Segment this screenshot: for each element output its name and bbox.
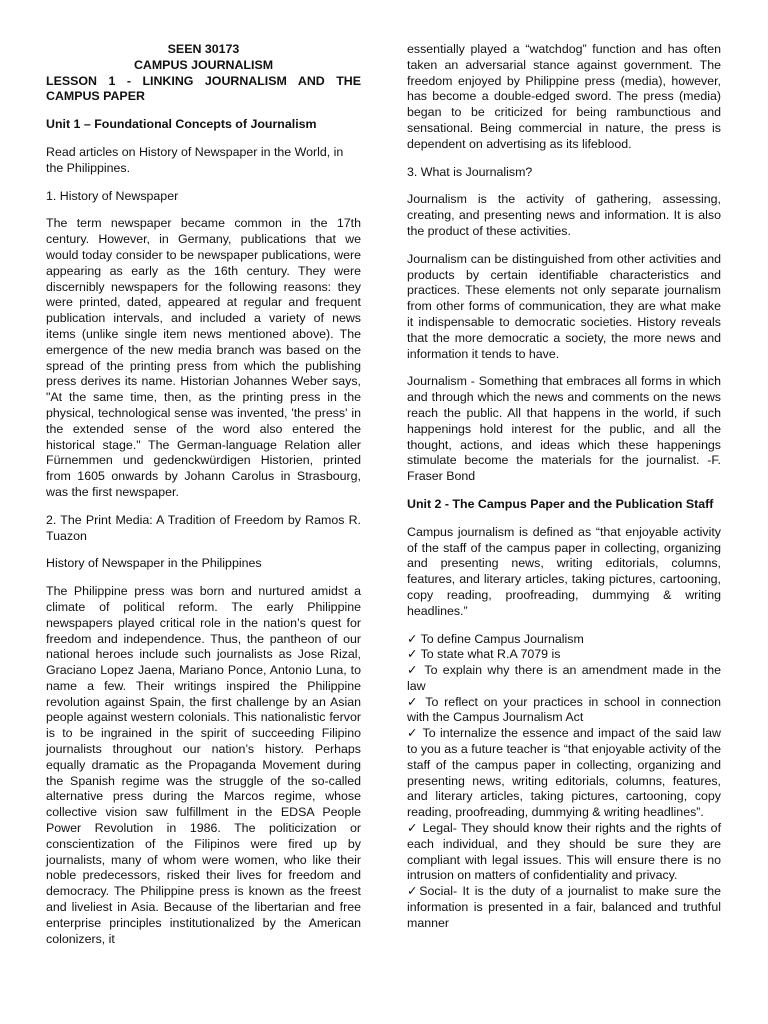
course-title: CAMPUS JOURNALISM bbox=[133, 57, 274, 72]
section1-title: 1. History of Newspaper bbox=[46, 188, 179, 203]
objective-text: Social- It is the duty of a journalist to make sure the information is presented in a fair, balanced and truthful manner bbox=[407, 884, 721, 930]
section3-title: 3. What is Journalism? bbox=[407, 164, 533, 179]
course-code: SEEN 30173 bbox=[167, 42, 240, 56]
objective-text: To internalize the essence and impact of the said law to you as a future teacher is “that enjoyable activity of the staff of the campus paper in collecting, organizing and presenting news, writing editorials, columns, features, and literary articles, taking pictures, cartooning, copy reading, proofreading, dummying & writing headlines”. bbox=[407, 726, 722, 820]
section2-text: The Philippine press was born and nurtured amidst a climate of political reform. The early Philippine newspapers played critical role in the nation’s quest for freedom and independence. Thus, the pantheon of our national heroes include such journalists as Jose Rizal, Graciano Lopez Jaena, Mariano Ponce, Antonio Luna, to name a few. Their writings inspired the Philippine revolution against Spain, the first challenge by an Asian people against western colonials. This nationalistic fervor is to be ingrained in the spirit of succeeding Filipino journalists throughout our nation’s history. Perhaps equally dramatic as the Propaganda Movement during the Spanish regime was the struggle of the so-called alternative press during the Marcos regime, whose collective vision saw fulfillment in the EDSA People Power Revolution in 1986. The politicization or conscientization of the Filipinos were fired up by journalists, many of whom were women, who like their noble predecessors, risked their lives for freedom and democracy. The Philippine press is known as the freest and liveliest in Asia. Because of the libertarian and free enterprise principles institutionalized by the American colonizers, it bbox=[46, 584, 361, 946]
left-column bbox=[46, 42, 361, 959]
objective-text: To reflect on your practices in school in connection with the Campus Journalism Act bbox=[407, 694, 721, 725]
section3-paragraph-2: Journalism can be distinguished from other activities and products by certain identifiable characteristics and practices. These elements not only separate journalism from other forms of communication, they are what make it indispensable to democratic societies. History reveals that the more democratic a society, the more news and information it tends to have. bbox=[407, 251, 721, 361]
check-icon: ✓ bbox=[407, 694, 420, 709]
objective-item bbox=[407, 821, 721, 884]
objective-item bbox=[407, 726, 721, 821]
unit1-title: Unit 1 – Foundational Concepts of Journalism bbox=[46, 117, 317, 132]
section2-continued: essentially played a “watchdog” function and has often taken an adversarial stance against government. The freedom enjoyed by Philippine press (media), however, has become a double-edged sword. The press (media) began to be criticized for being rambunctious and sensational. Being commercial in nature, the press is dependent on advertising as its lifeblood. bbox=[407, 42, 721, 151]
right-column bbox=[407, 42, 721, 932]
check-icon: ✓ bbox=[407, 726, 419, 741]
section2-title: 2. The Print Media: A Tradition of Freedom by Ramos R. Tuazon bbox=[46, 512, 361, 543]
objective-item bbox=[407, 663, 721, 695]
section1-text: The term newspaper became common in the 17th century. However, in Germany, publications that we would today consider to be newspaper publications, were appearing as early as the 16th century. They were discernibly newspapers for the following reasons: they were printed, dated, appeared at regular and frequent publication intervals, and included a variety of news items (unlike single item news mentioned above). The emergence of the new media branch was based on the spread of the printing press from which the publishing press derives its name. Historian Johannes Weber says, "At the same time, then, as the printing press in the physical, technological sense was invented, 'the press' in the extended sense of the word also entered the historical stage." The German-language Relation aller Fürnemmen und gedenckwürdigen Historien, printed from 1605 onwards by Johann Carolus in Strasbourg, was the first newspaper. bbox=[46, 216, 361, 499]
lesson-title: LESSON 1 - LINKING JOURNALISM AND THE CAMPUS PAPER bbox=[46, 73, 361, 104]
objective-text: To explain why there is an amendment made in the law bbox=[407, 663, 721, 693]
unit2-title: Unit 2 - The Campus Paper and the Publication Staff bbox=[407, 496, 714, 511]
objective-text: To state what R.A 7079 is bbox=[417, 647, 561, 662]
section3-paragraph-3: Journalism - Something that embraces all forms in which and through which the news and comments on the news reach the public. All that happens in the world, if such happenings hold interest for the public, and all the thought, actions, and ideas which these happenings stimulate become the materials for the journalist. -F. Fraser Bond bbox=[407, 374, 721, 484]
objective-item bbox=[407, 695, 721, 727]
objective-text: Legal- They should know their rights and the rights of each individual, and they should be sure they are compliant with legal issues. This will ensure there is no intrusion on matters of confidentiality and privacy. bbox=[407, 821, 722, 883]
objective-item bbox=[407, 884, 721, 931]
check-icon: ✓ bbox=[407, 821, 419, 836]
objectives-list bbox=[407, 632, 721, 932]
check-icon: ✓ bbox=[407, 884, 420, 899]
check-icon: ✓ bbox=[407, 631, 418, 646]
check-icon: ✓ bbox=[407, 647, 418, 662]
objective-item bbox=[407, 632, 721, 648]
objective-text: To define Campus Journalism bbox=[417, 631, 584, 646]
section3-paragraph-1: Journalism is the activity of gathering, assessing, creating, and presenting news and information. It is also the product of these activities. bbox=[407, 192, 721, 238]
check-icon: ✓ bbox=[407, 663, 420, 678]
section2-subtitle: History of Newspaper in the Philippines bbox=[46, 556, 262, 571]
unit1-intro: Read articles on History of Newspaper in the World, in the Philippines. bbox=[46, 144, 344, 175]
objective-item bbox=[407, 647, 721, 663]
unit2-intro: Campus journalism is defined as “that enjoyable activity of the staff of the campus paper in collecting, organizing and presenting news, writing editorials, columns, features, and literary articles, taking pictures, cartooning, copy reading, proofreading, dummying & writing headlines.” bbox=[407, 524, 721, 618]
